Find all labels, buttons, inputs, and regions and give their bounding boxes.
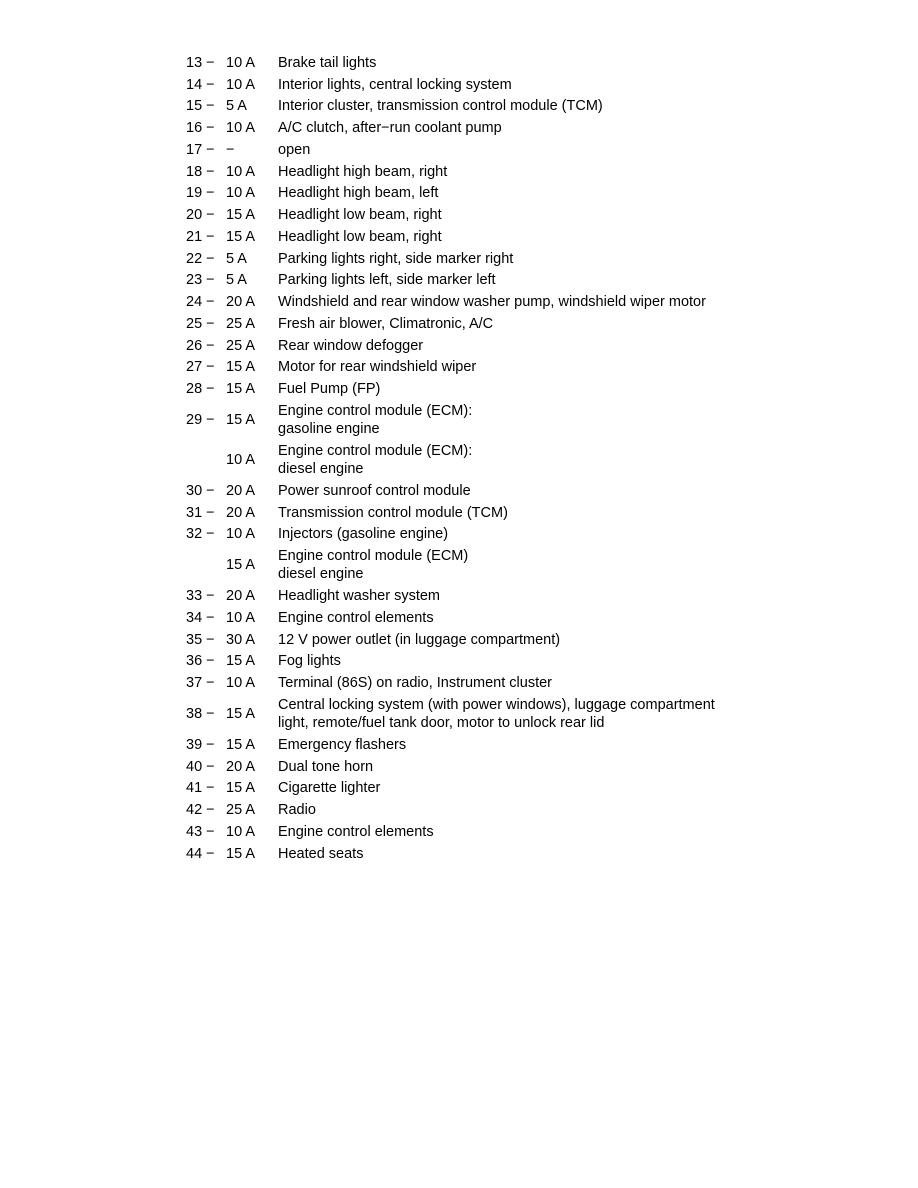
fuse-description: Engine control module (ECM): diesel engine xyxy=(278,443,473,477)
fuse-description: Fog lights xyxy=(278,653,341,670)
fuse-description: Headlight low beam, right xyxy=(278,228,442,245)
fuse-amperage: 5 A xyxy=(226,250,247,267)
fuse-amperage: 10 A xyxy=(226,526,256,543)
fuse-row xyxy=(186,756,786,778)
fuse-row xyxy=(186,799,786,821)
fuse-amperage: 25 A xyxy=(226,802,256,819)
fuse-amperage: 10 A xyxy=(226,609,256,626)
fuse-row xyxy=(186,96,786,118)
fuse-number: 36 − xyxy=(186,653,215,670)
fuse-amperage: 15 A xyxy=(226,653,256,670)
fuse-description: Motor for rear windshield wiper xyxy=(278,359,477,376)
fuse-row xyxy=(186,585,786,607)
fuse-row xyxy=(186,313,786,335)
fuse-number: 31 − xyxy=(186,504,215,521)
fuse-amperage: 20 A xyxy=(226,588,256,605)
fuse-description: Interior cluster, transmission control module (TCM) xyxy=(278,98,603,115)
fuse-amperage: 20 A xyxy=(226,504,256,521)
fuse-description: open xyxy=(278,141,311,158)
fuse-amperage: 10 A xyxy=(226,185,256,202)
fuse-description: Injectors (gasoline engine) xyxy=(278,526,449,543)
fuse-description: Engine control elements xyxy=(278,609,434,626)
fuse-description: Fresh air blower, Climatronic, A/C xyxy=(278,315,494,332)
fuse-row xyxy=(186,843,786,865)
fuse-row xyxy=(186,440,786,480)
fuse-row xyxy=(186,378,786,400)
fuse-number: 33 − xyxy=(186,588,215,605)
fuse-number: 39 − xyxy=(186,736,215,753)
fuse-amperage: 15 A xyxy=(226,228,256,245)
fuse-row xyxy=(186,335,786,357)
fuse-amperage: 10 A xyxy=(226,54,256,71)
fuse-number: 37 − xyxy=(186,675,215,692)
fuse-number: 24 − xyxy=(186,294,215,311)
fuse-number: 27 − xyxy=(186,359,215,376)
fuse-description: Emergency flashers xyxy=(278,736,407,753)
fuse-number: 44 − xyxy=(186,845,215,862)
fuse-row xyxy=(186,74,786,96)
fuse-number: 15 − xyxy=(186,98,215,115)
fuse-amperage: 30 A xyxy=(226,631,256,648)
fuse-row xyxy=(186,226,786,248)
fuse-amperage: 20 A xyxy=(226,482,256,499)
fuse-number: 43 − xyxy=(186,823,215,840)
fuse-number: 41 − xyxy=(186,780,215,797)
fuse-row xyxy=(186,270,786,292)
fuse-description: Headlight washer system xyxy=(278,588,440,605)
fuse-amperage: 15 A xyxy=(226,706,256,722)
fuse-row xyxy=(186,357,786,379)
fuse-description: Heated seats xyxy=(278,845,364,862)
fuse-amperage: 10 A xyxy=(226,163,256,180)
fuse-number: 28 − xyxy=(186,381,215,398)
fuse-description: Interior lights, central locking system xyxy=(278,76,512,93)
fuse-amperage: 20 A xyxy=(226,758,256,775)
fuse-number: 34 − xyxy=(186,609,215,626)
fuse-description: Parking lights left, side marker left xyxy=(278,272,496,289)
fuse-amperage: 20 A xyxy=(226,294,256,311)
fuse-description: Engine control module (ECM) diesel engine xyxy=(278,548,469,583)
fuse-amperage: 25 A xyxy=(226,337,256,354)
fuse-number: 38 − xyxy=(186,706,215,722)
fuse-description: Transmission control module (TCM) xyxy=(278,504,508,521)
fuse-number: 26 − xyxy=(186,337,215,354)
fuse-number: 35 − xyxy=(186,631,215,648)
fuse-amperage: 10 A xyxy=(226,452,256,468)
fuse-row xyxy=(186,778,786,800)
fuse-number: 16 − xyxy=(186,120,215,137)
fuse-number: 42 − xyxy=(186,802,215,819)
fuse-amperage: 5 A xyxy=(226,272,247,289)
fuse-row xyxy=(186,204,786,226)
fuse-row xyxy=(186,183,786,205)
fuse-amperage: 10 A xyxy=(226,76,256,93)
fuse-row xyxy=(186,524,786,546)
fuse-amperage: 10 A xyxy=(226,120,256,137)
fuse-amperage: 15 A xyxy=(226,557,256,574)
fuse-description: Dual tone horn xyxy=(278,758,374,775)
fuse-description: Rear window defogger xyxy=(278,337,424,354)
fuse-number: 18 − xyxy=(186,163,215,180)
fuse-amperage: 15 A xyxy=(226,381,256,398)
fuse-number: 13 − xyxy=(186,54,215,71)
fuse-description: Brake tail lights xyxy=(278,54,377,71)
fuse-row xyxy=(186,694,786,734)
fuse-row xyxy=(186,291,786,313)
fuse-amperage: 10 A xyxy=(226,675,256,692)
fuse-amperage: 15 A xyxy=(226,845,256,862)
fuse-row xyxy=(186,734,786,756)
fuse-number: 19 − xyxy=(186,185,215,202)
fuse-row xyxy=(186,651,786,673)
fuse-row xyxy=(186,821,786,843)
fuse-number: 25 − xyxy=(186,315,215,332)
fuse-description: Engine control module (ECM): gasoline engine xyxy=(278,403,473,437)
fuse-row xyxy=(186,502,786,524)
fuse-description: Headlight high beam, right xyxy=(278,163,448,180)
fuse-row xyxy=(186,117,786,139)
fuse-description: Headlight low beam, right xyxy=(278,207,442,224)
fuse-row xyxy=(186,480,786,502)
fuse-number: 21 − xyxy=(186,228,215,245)
fuse-row xyxy=(186,629,786,651)
fuse-amperage: − xyxy=(226,141,235,158)
fuse-number: 32 − xyxy=(186,526,215,543)
fuse-amperage: 15 A xyxy=(226,412,256,428)
fuse-amperage: 15 A xyxy=(226,207,256,224)
fuse-description: Fuel Pump (FP) xyxy=(278,381,381,398)
fuse-amperage: 5 A xyxy=(226,98,247,115)
fuse-description: A/C clutch, after−run coolant pump xyxy=(278,120,502,137)
fuse-row xyxy=(186,607,786,629)
fuse-amperage: 15 A xyxy=(226,736,256,753)
fuse-row xyxy=(186,161,786,183)
fuse-number: 20 − xyxy=(186,207,215,224)
fuse-number: 17 − xyxy=(186,141,215,158)
fuse-number: 22 − xyxy=(186,250,215,267)
fuse-amperage: 25 A xyxy=(226,315,256,332)
fuse-table xyxy=(186,52,786,865)
fuse-description: Engine control elements xyxy=(278,823,434,840)
fuse-description: Power sunroof control module xyxy=(278,482,471,499)
fuse-row xyxy=(186,52,786,74)
fuse-amperage: 15 A xyxy=(226,359,256,376)
fuse-description: 12 V power outlet (in luggage compartment) xyxy=(278,631,561,648)
fuse-description: Terminal (86S) on radio, Instrument cluster xyxy=(278,675,552,692)
fuse-row xyxy=(186,545,786,585)
fuse-amperage: 10 A xyxy=(226,823,256,840)
fuse-description: Radio xyxy=(278,802,316,819)
fuse-row xyxy=(186,248,786,270)
fuse-row xyxy=(186,672,786,694)
fuse-number: 30 − xyxy=(186,482,215,499)
fuse-description: Parking lights right, side marker right xyxy=(278,250,514,267)
fuse-description: Headlight high beam, left xyxy=(278,185,439,202)
fuse-row xyxy=(186,400,786,440)
fuse-description: Cigarette lighter xyxy=(278,780,381,797)
fuse-number: 29 − xyxy=(186,412,215,428)
fuse-description: Windshield and rear window washer pump, windshield wiper motor xyxy=(278,294,706,311)
fuse-number: 40 − xyxy=(186,758,215,775)
fuse-row xyxy=(186,139,786,161)
fuse-number: 14 − xyxy=(186,76,215,93)
fuse-number: 23 − xyxy=(186,272,215,289)
fuse-amperage: 15 A xyxy=(226,780,256,797)
fuse-description: Central locking system (with power windows), luggage compartment light, remote/fuel tank door, motor to unlock rear lid xyxy=(278,697,715,731)
